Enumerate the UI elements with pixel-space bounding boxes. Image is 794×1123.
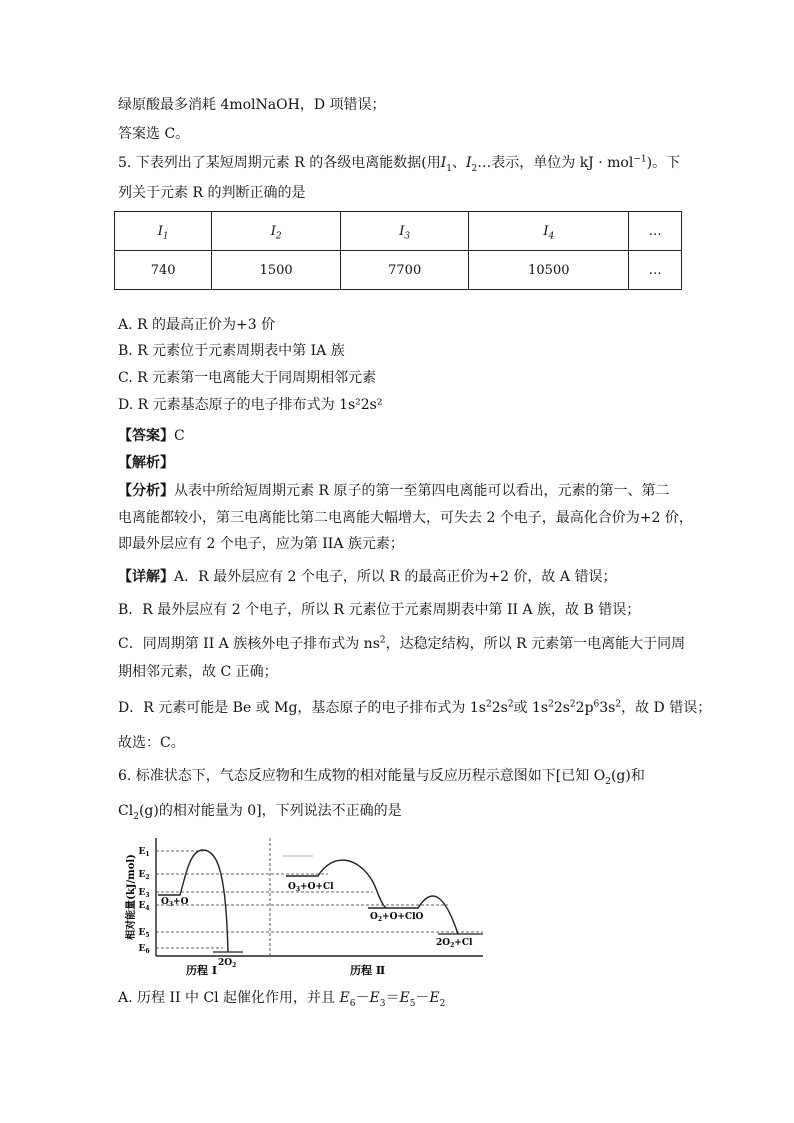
energy-label-e6: $E_6$	[138, 944, 150, 955]
species-label: $O_3+O+Cl$	[288, 882, 334, 893]
path-1-label: 历程 Ⅰ	[186, 964, 217, 976]
table-header-cell: $I_1$	[115, 212, 212, 251]
table-header-cell: …	[629, 212, 682, 251]
species-label: $2O_2+Cl$	[436, 938, 473, 949]
prev-line-1: 绿原酸最多消耗 4molNaOH，D 项错误；	[118, 97, 386, 113]
q5-detail-b: B．R 最外层应有 2 个电子，所以 R 元素位于元素周期表中第 II A 族，故 B 错误；	[118, 602, 641, 618]
table-cell: 740	[115, 251, 212, 290]
q5-analysis-line-1: 【分析】从表中所给短周期元素 R 原子的第一至第四电离能可以看出，元素的第一、第二	[118, 483, 670, 499]
prev-line-2: 答案选 C。	[118, 126, 190, 142]
q5-analysis-line-2: 电离能都较小，第三电离能比第二电离能大幅增大，可失去 2 个电子，最高化合价为+2 价，	[118, 510, 693, 526]
q5-stem-line-1: 5. 下表列出了某短周期元素 R 的各级电离能数据(用$I_1$、$I_2\dots$表示，单位为 kJ · mol$^{-1}$)。下	[118, 154, 681, 174]
species-label: $O_2+O+ClO$	[370, 912, 424, 923]
table-cell: …	[629, 251, 682, 290]
species-label: $O_3+O$	[161, 897, 189, 908]
energy-diagram	[118, 834, 490, 976]
q6-stem-line-1: 6. 标准状态下，气态反应物和生成物的相对能量与反应历程示意图如下[已知 $O_2(g)$和	[118, 768, 645, 787]
table-row	[115, 251, 682, 290]
q5-option-a: A. R 的最高正价为+3 价	[118, 317, 276, 333]
y-axis-label: 相对能量(kJ/mol)	[126, 854, 137, 940]
q5-choice: 故选：C。	[118, 735, 185, 751]
energy-label-e2: $E_2$	[138, 870, 150, 881]
table-cell: 1500	[212, 251, 341, 290]
table-cell: 10500	[469, 251, 629, 290]
q6-stem-line-2: $Cl_2(g)$的相对能量为 0]，下列说法不正确的是	[118, 803, 402, 822]
table-header-row	[115, 212, 682, 251]
table-header-cell: $I_3$	[340, 212, 469, 251]
q5-analysis-line-3: 即最外层应有 2 个电子，应为第 IIA 族元素；	[118, 536, 404, 552]
q6-option-a: A. 历程 II 中 Cl 起催化作用，并且 $E_6-E_3=E_5-E_2$	[118, 990, 446, 1009]
q5-option-d: D. R 元素基态原子的电子排布式为 1s²2s²	[118, 397, 383, 413]
q5-analysis-label: 【解析】	[118, 455, 174, 471]
energy-label-e4: $E_4$	[138, 901, 150, 912]
energy-label-e1: $E_1$	[138, 847, 150, 858]
q5-detail-a: 【详解】A．R 最外层应有 2 个电子，所以 R 的最高正价为+2 价，故 A 错误；	[118, 569, 617, 585]
q5-detail-c-1: C．同周期第 II A 族核外电子排布式为 $ns^2$，达稳定结构，所以 R 元素第一电离能大于同周	[118, 635, 686, 652]
q5-answer: 【答案】C	[118, 428, 185, 444]
q5-option-c: C. R 元素第一电离能大于同周期相邻元素	[118, 370, 377, 386]
q5-detail-d: D．R 元素可能是 Be 或 Mg，基态原子的电子排布式为 $1s^22s^2$或 $1s^22s^22p^63s^2$，故 D 错误；	[118, 699, 712, 716]
ionization-energy-table	[114, 211, 682, 290]
path-2-label: 历程 Ⅱ	[350, 964, 386, 976]
table-header-cell: $I_4$	[469, 212, 629, 251]
table-header-cell: $I_2$	[212, 212, 341, 251]
table-cell: 7700	[340, 251, 469, 290]
q5-stem-line-2: 列关于元素 R 的判断正确的是	[118, 185, 306, 201]
q5-detail-c-2: 期相邻元素，故 C 正确；	[118, 664, 278, 680]
species-label: $2O_2$	[218, 958, 237, 969]
energy-label-e3: $E_3$	[138, 888, 150, 899]
energy-label-e5: $E_5$	[138, 928, 150, 939]
q5-option-b: B. R 元素位于元素周期表中第 IA 族	[118, 343, 345, 359]
